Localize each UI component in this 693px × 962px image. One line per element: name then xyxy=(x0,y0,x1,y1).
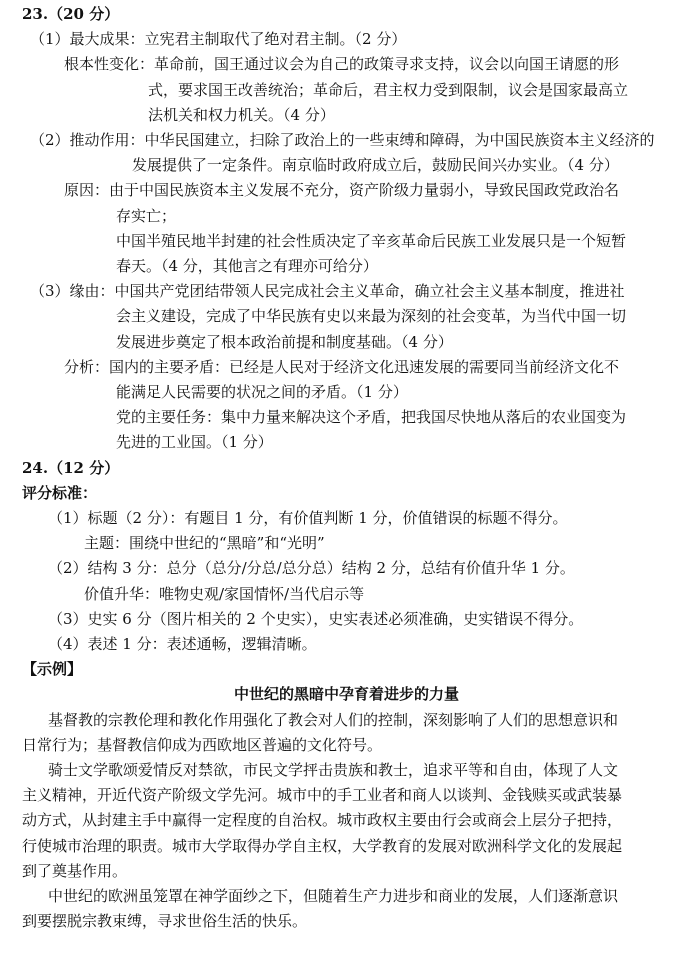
essay-para3-line1: 中世纪的欧洲虽笼罩在神学面纱之下，但随着生产力进步和商业的发展，人们逐渐意识 xyxy=(48,887,619,905)
essay-title: 中世纪的黑暗中孕育着进步的力量 xyxy=(233,685,459,704)
q23-part1-change-line1: 根本性变化：革命前，国王通过议会为自己的政策寻求支持，议会以向国王请愿的形 xyxy=(64,55,620,74)
essay-para2-line5: 到了奠基作用。 xyxy=(22,861,128,880)
essay-para2-line4: 行使城市治理的职责。城市大学取得办学自主权，大学教育的发展对欧洲科学文化的发展起 xyxy=(22,836,623,855)
q23-part1-answer: （1）最大成果：立宪君主制取代了绝对君主制。（2 分） xyxy=(30,30,407,49)
essay-para3-line2: 到要摆脱宗教束缚，寻求世俗生活的快乐。 xyxy=(22,912,308,931)
essay-para2-line3: 动方式，从封建主手中赢得一定程度的自治权。城市政权主要由行会或商会上层分子把持， xyxy=(22,811,623,830)
q23-part2-line2: 发展提供了一定条件。南京临时政府成立后，鼓励民间兴办实业。（4 分） xyxy=(132,156,619,175)
q24-criteria-label: 评分标准： xyxy=(22,483,98,502)
q23-part3-line1: （3）缘由：中国共产党团结带领人民完成社会主义革命，确立社会主义基本制度，推进社 xyxy=(30,282,625,301)
q24-criterion-1-theme: 主题：围绕中世纪的“黑暗”和“光明” xyxy=(84,534,325,553)
q23-part3-analysis-line4: 先进的工业国。（1 分） xyxy=(116,433,273,452)
q23-header: 23.（20 分） xyxy=(22,5,120,23)
q24-criterion-1: （1）标题（2 分）：有题目 1 分，有价值判断 1 分，价值错误的标题不得分。 xyxy=(48,509,568,527)
q23-part2-reason-line2: 存实亡； xyxy=(116,206,177,225)
essay-para1-line1: 基督教的宗教伦理和教化作用强化了教会对人们的控制，深刻影响了人们的思想意识和 xyxy=(48,710,619,729)
q23-part2-reason-line1: 原因：由于中国民族资本主义发展不充分，资产阶级力量弱小，导致民国政党政治名 xyxy=(64,181,620,200)
q23-part3-line2: 会主义建设，完成了中华民族有史以来最为深刻的社会变革，为当代中国一切 xyxy=(116,307,627,326)
q24-header: 24.（12 分） xyxy=(22,458,120,477)
q24-example-label: 【示例】 xyxy=(22,660,83,679)
q23-part2-reason-line3: 中国半殖民地半封建的社会性质决定了辛亥革命后民族工业发展只是一个短暂 xyxy=(116,231,627,250)
essay-para2-line1: 骑士文学歌颂爱情反对禁欲，市民文学抨击贵族和教士，追求平等和自由，体现了人文 xyxy=(48,761,619,779)
q23-part3-analysis-line3: 党的主要任务：集中力量来解决这个矛盾，把我国尽快地从落后的农业国变为 xyxy=(116,408,627,427)
q23-part3-line3: 发展进步奠定了根本政治前提和制度基础。（4 分） xyxy=(116,332,453,351)
q24-criterion-4: （4）表述 1 分：表述通畅，逻辑清晰。 xyxy=(48,635,317,653)
q23-part3-analysis-line1: 分析：国内的主要矛盾：已经是人民对于经济文化迅速发展的需要同当前经济文化不 xyxy=(64,357,620,376)
q24-criterion-3: （3）史实 6 分（图片相关的 2 个史实），史实表述必须准确，史实错误不得分。 xyxy=(48,609,584,628)
q24-criterion-2-value: 价值升华：唯物史观/家国情怀/当代启示等 xyxy=(84,584,365,603)
essay-para2-line2: 主义精神，开近代资产阶级文学先河。城市中的手工业者和商人以谈判、金钱赎买或武装暴 xyxy=(22,786,623,805)
q23-part2-reason-line4: 春天。（4 分，其他言之有理亦可给分） xyxy=(116,257,378,275)
q24-criterion-2: （2）结构 3 分：总分（总分/分总/总分总）结构 2 分，总结有价值升华 1 分。 xyxy=(48,559,575,578)
q23-part2-line1: （2）推动作用：中华民国建立，扫除了政治上的一些束缚和障碍，为中国民族资本主义经济的 xyxy=(30,131,655,149)
essay-para1-line2: 日常行为；基督教信仰成为西欧地区普遍的文化符号。 xyxy=(22,735,383,754)
q23-part1-change-line3: 法机关和权力机关。（4 分） xyxy=(148,105,335,124)
q23-part1-change-line2: 式，要求国王改善统治；革命后，君主权力受到限制，议会是国家最高立 xyxy=(148,80,629,99)
q23-part3-analysis-line2: 能满足人民需要的状况之间的矛盾。（1 分） xyxy=(116,383,408,401)
